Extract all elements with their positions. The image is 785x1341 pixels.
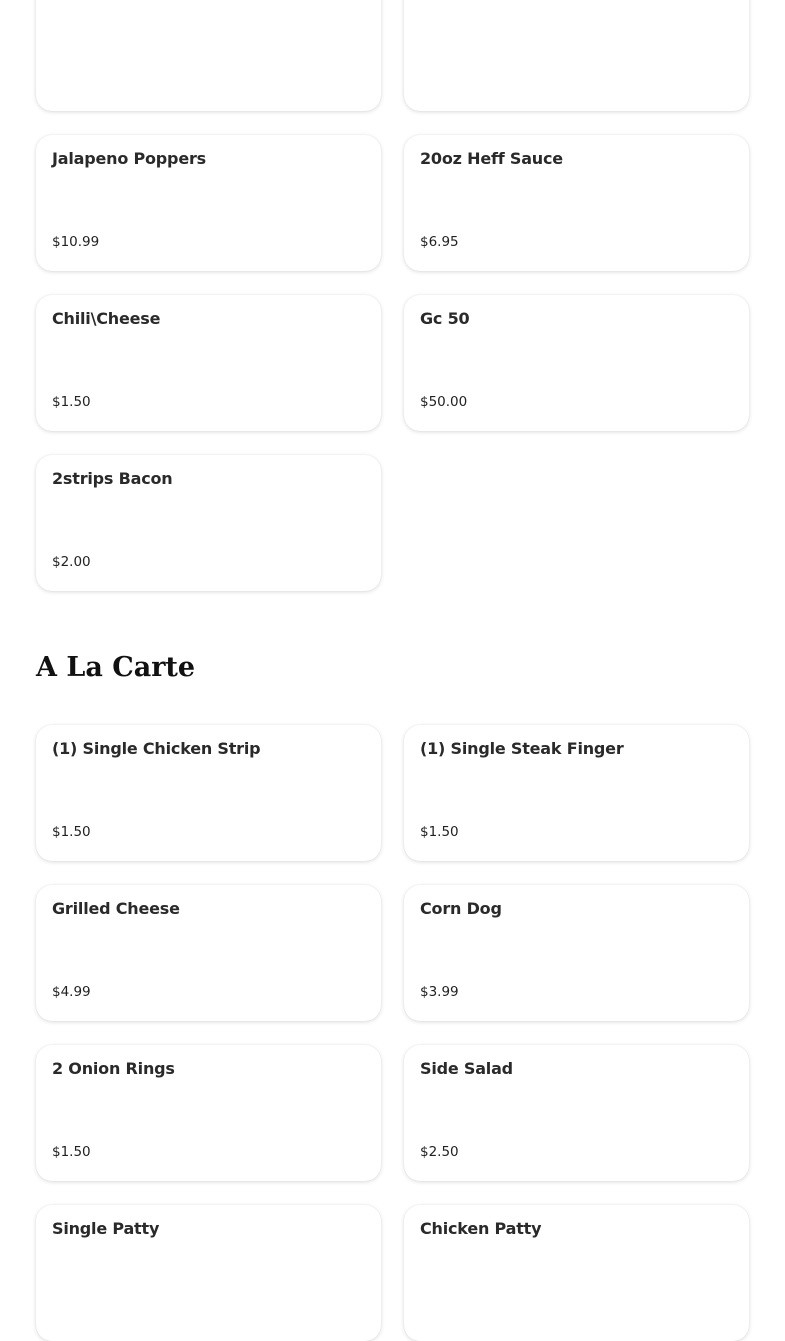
- item-price: $1.50: [420, 824, 459, 840]
- item-name: 20oz Heff Sauce: [420, 149, 563, 168]
- item-name: Chicken Patty: [420, 1219, 542, 1238]
- menu-item-card[interactable]: [404, 0, 749, 111]
- item-name: Chili\Cheese: [52, 309, 161, 328]
- menu-item-card[interactable]: [36, 455, 381, 591]
- item-price: $50.00: [420, 394, 468, 410]
- item-price: $3.99: [420, 984, 459, 1000]
- item-name: Gc 50: [420, 309, 470, 328]
- item-name: (1) Single Steak Finger: [420, 739, 624, 758]
- menu-item-card[interactable]: [36, 1045, 381, 1181]
- item-price: $2.50: [420, 1144, 459, 1160]
- item-name: Side Salad: [420, 1059, 513, 1078]
- menu-item-card[interactable]: [404, 725, 749, 861]
- item-price: $6.95: [420, 234, 459, 250]
- item-name: Jalapeno Poppers: [52, 149, 206, 168]
- menu-item-card[interactable]: [404, 295, 749, 431]
- item-price: $2.00: [52, 554, 91, 570]
- menu-item-card[interactable]: [404, 1045, 749, 1181]
- item-price: $4.99: [52, 984, 91, 1000]
- menu-item-card[interactable]: [36, 1205, 381, 1341]
- item-name: Corn Dog: [420, 899, 502, 918]
- item-price: $1.50: [52, 394, 91, 410]
- menu-item-card[interactable]: [36, 135, 381, 271]
- section-title: A La Carte: [36, 652, 196, 683]
- item-price: $10.99: [52, 234, 100, 250]
- item-price: $1.50: [52, 1144, 91, 1160]
- menu-items-grid: [36, 0, 749, 591]
- item-name: Grilled Cheese: [52, 899, 180, 918]
- menu-items-grid: [36, 725, 749, 1341]
- item-name: 2 Onion Rings: [52, 1059, 175, 1078]
- item-name: Single Patty: [52, 1219, 160, 1238]
- menu-item-card[interactable]: [404, 885, 749, 1021]
- item-price: $1.50: [52, 824, 91, 840]
- menu-item-card[interactable]: [36, 0, 381, 111]
- menu-item-card[interactable]: [36, 295, 381, 431]
- item-name: (1) Single Chicken Strip: [52, 739, 261, 758]
- menu-item-card[interactable]: [36, 725, 381, 861]
- item-name: 2strips Bacon: [52, 469, 173, 488]
- menu-item-card[interactable]: [36, 885, 381, 1021]
- menu-item-card[interactable]: [404, 135, 749, 271]
- menu-item-card[interactable]: [404, 1205, 749, 1341]
